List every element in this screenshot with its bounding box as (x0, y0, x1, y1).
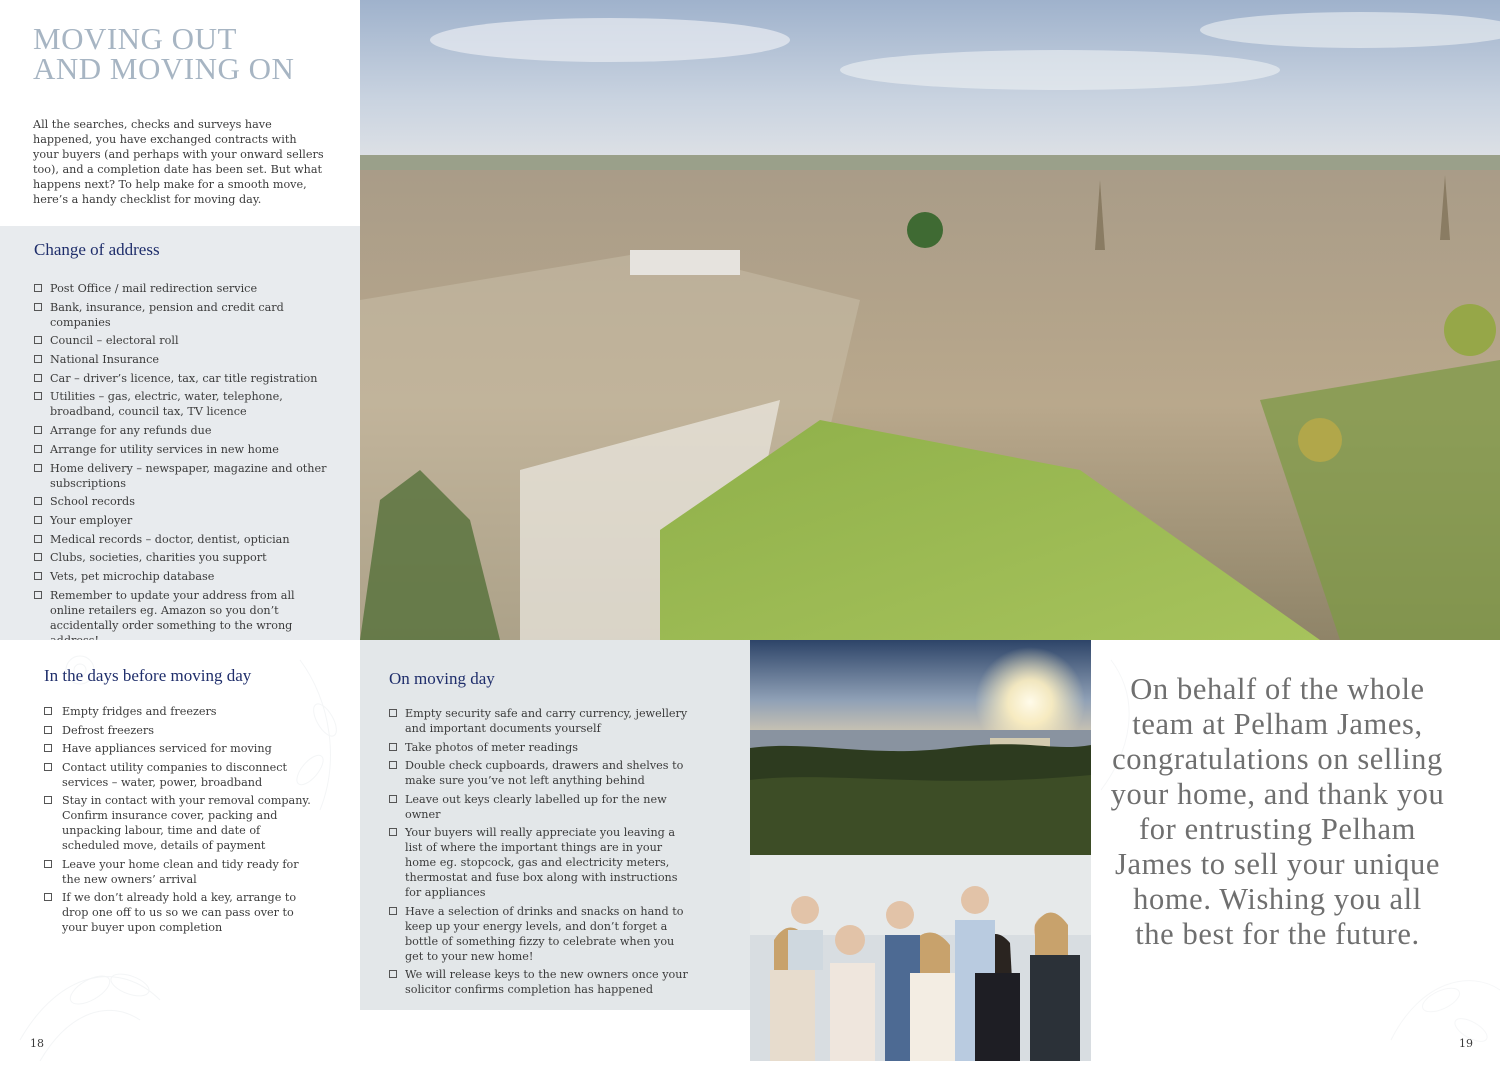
checklist-item (44, 857, 314, 887)
checkbox-icon (34, 497, 42, 505)
checklist-item-label: Post Office / mail redirection service (50, 282, 258, 295)
checklist-item-label: Contact utility companies to disconnect services – water, power, broadband (62, 760, 287, 789)
checkbox-icon (44, 726, 52, 734)
checklist-item (44, 723, 314, 738)
checkbox-icon (34, 516, 42, 524)
checklist-item (34, 461, 330, 491)
before-moving-heading: In the days before moving day (44, 666, 252, 685)
checklist-item-label: Bank, insurance, pension and credit card companies (50, 300, 284, 329)
checkbox-icon (34, 445, 42, 453)
checklist-item (34, 300, 330, 330)
checklist-item-label: Your employer (50, 513, 133, 527)
congratulations-message: On behalf of the whole team at Pelham James, congratulations on selling your home, and thank you for entrusting Pelham James to sell your unique home. Wishing you all the best for the future. (1110, 672, 1445, 951)
moving-day-heading: On moving day (389, 669, 495, 688)
title-line-1: MOVING OUT (33, 21, 237, 56)
checkbox-icon (34, 426, 42, 434)
checkbox-icon (34, 374, 42, 382)
checklist-item (34, 513, 330, 528)
checklist-item-label: Have a selection of drinks and snacks on hand to keep up your energy levels, and don’t forget a bottle of something fizzy to celebrate when you get to your new home! (405, 904, 684, 963)
checklist-item-label: Stay in contact with your removal company. Confirm insurance cover, packing and unpacking labour, time and date of scheduled move, details of payment (62, 794, 311, 852)
page-title (33, 21, 353, 86)
checklist-item (389, 740, 689, 755)
checklist-item-label: Empty fridges and freezers (62, 705, 217, 718)
page-number-right: 19 (1459, 1037, 1473, 1050)
checklist-item (44, 890, 314, 935)
checkbox-icon (44, 796, 52, 804)
checkbox-icon (34, 464, 42, 472)
checklist-item (34, 494, 330, 509)
change-of-address-checklist (34, 281, 330, 651)
checklist-item-label: Take photos of meter readings (405, 740, 579, 754)
checklist-item (34, 352, 330, 367)
town-aerial-photo (360, 0, 1500, 640)
checkbox-icon (389, 907, 397, 915)
checklist-item (389, 706, 689, 736)
checklist-item-label: Your buyers will really appreciate you leaving a list of where the important things are in your home eg. stopcock, gas and electricity meters, thermostat and fuse box along with instructions for appliances (405, 826, 678, 899)
checklist-item-label: Defrost freezers (62, 723, 154, 737)
checkbox-icon (389, 743, 397, 751)
checklist-item-label: Leave your home clean and tidy ready for the new owners’ arrival (62, 857, 299, 886)
checkbox-icon (34, 303, 42, 311)
checklist-item-label: We will release keys to the new owners once your solicitor confirms completion has happened (405, 968, 688, 996)
title-line-2: AND MOVING ON (33, 51, 295, 86)
checklist-item-label: Arrange for any refunds due (50, 424, 212, 438)
checkbox-icon (44, 744, 52, 752)
checklist-item (44, 704, 314, 719)
checklist-item-label: Medical records – doctor, dentist, optician (50, 532, 290, 546)
checklist-item-label: School records (50, 495, 135, 509)
checklist-item (389, 758, 689, 788)
checklist-item (389, 904, 689, 964)
checklist-item (34, 423, 330, 438)
change-of-address-heading: Change of address (34, 240, 160, 259)
checkbox-icon (389, 795, 397, 803)
checklist-item (389, 967, 689, 997)
checklist-item (34, 371, 330, 386)
checklist-item-label: Double check cupboards, drawers and shelves to make sure you’ve not left anything behind (405, 759, 684, 787)
checklist-item-label: National Insurance (50, 353, 159, 367)
page-number-left: 18 (30, 1037, 44, 1050)
checklist-item-label: Vets, pet microchip database (50, 569, 215, 583)
checklist-item-label: Car – driver’s licence, tax, car title registration (50, 371, 318, 385)
checkbox-icon (44, 860, 52, 868)
checklist-item-label: Council – electoral roll (50, 334, 179, 348)
checkbox-icon (34, 572, 42, 580)
checkbox-icon (34, 535, 42, 543)
checklist-item-label: Utilities – gas, electric, water, telephone, broadband, council tax, TV licence (50, 390, 283, 419)
checklist-item-label: Remember to update your address from all online retailers eg. Amazon so you don’t accidentally order something to the wrong (50, 588, 295, 632)
checkbox-icon (34, 355, 42, 363)
team-photo (750, 855, 1091, 1061)
checkbox-icon (389, 828, 397, 836)
checkbox-icon (389, 970, 397, 978)
checklist-item (389, 825, 689, 900)
checkbox-icon (44, 893, 52, 901)
checkbox-icon (44, 763, 52, 771)
checklist-item (34, 588, 330, 648)
sunset-lake-photo (750, 640, 1091, 855)
checkbox-icon (34, 591, 42, 599)
checklist-item (34, 281, 330, 296)
checkbox-icon (34, 336, 42, 344)
checklist-item (34, 442, 330, 457)
checkbox-icon (44, 707, 52, 715)
checklist-item (44, 793, 314, 853)
before-moving-checklist (44, 704, 314, 939)
checklist-item-label: Arrange for utility services in new home (50, 442, 279, 456)
intro-paragraph: All the searches, checks and surveys have happened, you have exchanged contracts with your buyers (and perhaps with your onward sellers too), and a completion date has been set. But what happens next? To help make for a smooth move, here’s a handy checklist for moving day. (33, 118, 324, 206)
checkbox-icon (34, 553, 42, 561)
checklist-item (44, 741, 314, 756)
checklist-item (34, 532, 330, 547)
checklist-item-label: Empty security safe and carry currency, jewellery and important documents yourself (405, 707, 688, 735)
checklist-item-label: Have appliances serviced for moving (62, 742, 272, 755)
checklist-item-label: Home delivery – newspaper, magazine and other subscriptions (50, 461, 327, 490)
checklist-item (44, 760, 314, 790)
checklist-item-label: If we don’t already hold a key, arrange to drop one off to us so we can pass over to your buyer upon completion (62, 891, 297, 934)
checklist-item-label: Clubs, societies, charities you support (50, 551, 267, 565)
checkbox-icon (389, 709, 397, 717)
checkbox-icon (389, 761, 397, 769)
checklist-item (34, 333, 330, 348)
moving-day-checklist (389, 706, 689, 1001)
checklist-item-label: Leave out keys clearly labelled up for the new owner (405, 792, 667, 821)
checkbox-icon (34, 392, 42, 400)
checkbox-icon (34, 284, 42, 292)
checklist-item (34, 389, 330, 419)
checklist-item (34, 569, 330, 584)
checklist-item (389, 792, 689, 822)
checklist-item (34, 550, 330, 565)
